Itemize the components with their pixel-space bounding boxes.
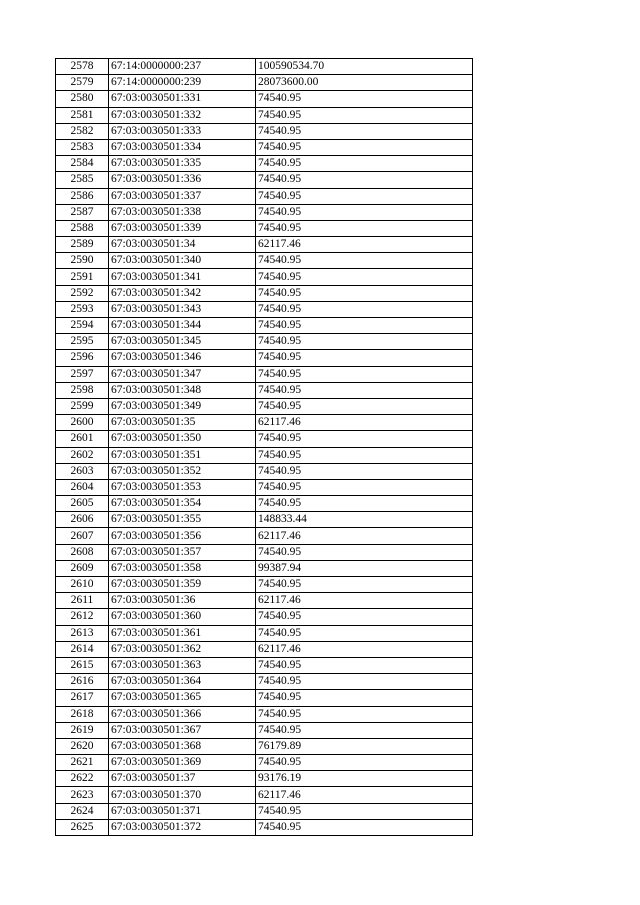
cadastral-number-cell: 67:03:0030501:344 (109, 318, 256, 334)
table-row (56, 755, 473, 771)
cadastral-value-cell: 74540.95 (256, 463, 473, 479)
row-number-cell: 2609 (56, 560, 109, 576)
row-number-cell: 2620 (56, 738, 109, 754)
table-row (56, 625, 473, 641)
cadastral-value-cell: 74540.95 (256, 431, 473, 447)
cadastral-number-cell: 67:03:0030501:331 (109, 91, 256, 107)
cadastral-number-cell: 67:03:0030501:365 (109, 690, 256, 706)
cadastral-value-cell: 76179.89 (256, 738, 473, 754)
cadastral-number-cell: 67:03:0030501:372 (109, 819, 256, 835)
row-number-cell: 2583 (56, 139, 109, 155)
row-number-cell: 2586 (56, 188, 109, 204)
cadastral-number-cell: 67:03:0030501:334 (109, 139, 256, 155)
table-row (56, 318, 473, 334)
row-number-cell: 2592 (56, 285, 109, 301)
cadastral-number-cell: 67:03:0030501:362 (109, 641, 256, 657)
cadastral-value-cell: 74540.95 (256, 107, 473, 123)
table-row (56, 787, 473, 803)
cadastral-number-cell: 67:03:0030501:364 (109, 674, 256, 690)
cadastral-value-cell: 62117.46 (256, 787, 473, 803)
table-row (56, 479, 473, 495)
cadastral-value-cell: 74540.95 (256, 625, 473, 641)
cadastral-value-cell: 74540.95 (256, 706, 473, 722)
table-row (56, 334, 473, 350)
cadastral-number-cell: 67:03:0030501:336 (109, 172, 256, 188)
table-row (56, 463, 473, 479)
cadastral-value-cell: 74540.95 (256, 479, 473, 495)
cadastral-value-cell: 74540.95 (256, 350, 473, 366)
row-number-cell: 2590 (56, 253, 109, 269)
cadastral-number-cell: 67:03:0030501:351 (109, 447, 256, 463)
cadastral-number-cell: 67:03:0030501:348 (109, 382, 256, 398)
cadastral-number-cell: 67:03:0030501:340 (109, 253, 256, 269)
row-number-cell: 2621 (56, 755, 109, 771)
cadastral-value-cell: 100590534.70 (256, 59, 473, 75)
row-number-cell: 2598 (56, 382, 109, 398)
cadastral-value-table (55, 58, 473, 836)
table-row (56, 771, 473, 787)
cadastral-number-cell: 67:03:0030501:345 (109, 334, 256, 350)
cadastral-value-cell: 74540.95 (256, 285, 473, 301)
table-row (56, 657, 473, 673)
cadastral-value-cell: 74540.95 (256, 382, 473, 398)
cadastral-value-cell: 74540.95 (256, 188, 473, 204)
table-row (56, 188, 473, 204)
row-number-cell: 2578 (56, 59, 109, 75)
row-number-cell: 2611 (56, 593, 109, 609)
row-number-cell: 2622 (56, 771, 109, 787)
cadastral-value-cell: 74540.95 (256, 204, 473, 220)
cadastral-value-cell: 74540.95 (256, 269, 473, 285)
table-row (56, 706, 473, 722)
row-number-cell: 2617 (56, 690, 109, 706)
row-number-cell: 2619 (56, 722, 109, 738)
cadastral-number-cell: 67:03:0030501:352 (109, 463, 256, 479)
cadastral-value-cell: 62117.46 (256, 593, 473, 609)
cadastral-number-cell: 67:03:0030501:350 (109, 431, 256, 447)
row-number-cell: 2580 (56, 91, 109, 107)
row-number-cell: 2597 (56, 366, 109, 382)
cadastral-value-cell: 74540.95 (256, 657, 473, 673)
cadastral-number-cell: 67:03:0030501:359 (109, 577, 256, 593)
row-number-cell: 2608 (56, 544, 109, 560)
row-number-cell: 2588 (56, 220, 109, 236)
row-number-cell: 2605 (56, 496, 109, 512)
row-number-cell: 2613 (56, 625, 109, 641)
row-number-cell: 2607 (56, 528, 109, 544)
table-row (56, 690, 473, 706)
cadastral-number-cell: 67:03:0030501:37 (109, 771, 256, 787)
cadastral-value-cell: 74540.95 (256, 220, 473, 236)
table-row (56, 123, 473, 139)
table-row (56, 447, 473, 463)
cadastral-value-cell: 74540.95 (256, 366, 473, 382)
row-number-cell: 2581 (56, 107, 109, 123)
cadastral-number-cell: 67:03:0030501:353 (109, 479, 256, 495)
cadastral-value-cell: 62117.46 (256, 641, 473, 657)
table-row (56, 204, 473, 220)
row-number-cell: 2623 (56, 787, 109, 803)
cadastral-value-cell: 74540.95 (256, 334, 473, 350)
cadastral-number-cell: 67:03:0030501:342 (109, 285, 256, 301)
cadastral-number-cell: 67:03:0030501:363 (109, 657, 256, 673)
table-row (56, 59, 473, 75)
cadastral-number-cell: 67:03:0030501:366 (109, 706, 256, 722)
cadastral-value-cell: 74540.95 (256, 123, 473, 139)
row-number-cell: 2585 (56, 172, 109, 188)
cadastral-number-cell: 67:03:0030501:343 (109, 301, 256, 317)
cadastral-value-cell: 74540.95 (256, 398, 473, 414)
cadastral-value-cell: 99387.94 (256, 560, 473, 576)
row-number-cell: 2602 (56, 447, 109, 463)
cadastral-number-cell: 67:03:0030501:356 (109, 528, 256, 544)
table-body (56, 59, 473, 836)
table-row (56, 91, 473, 107)
table-row (56, 641, 473, 657)
row-number-cell: 2589 (56, 237, 109, 253)
row-number-cell: 2612 (56, 609, 109, 625)
table-row (56, 269, 473, 285)
cadastral-number-cell: 67:03:0030501:341 (109, 269, 256, 285)
row-number-cell: 2596 (56, 350, 109, 366)
cadastral-value-cell: 74540.95 (256, 139, 473, 155)
cadastral-number-cell: 67:03:0030501:368 (109, 738, 256, 754)
row-number-cell: 2582 (56, 123, 109, 139)
row-number-cell: 2591 (56, 269, 109, 285)
cadastral-value-cell: 74540.95 (256, 609, 473, 625)
cadastral-number-cell: 67:03:0030501:369 (109, 755, 256, 771)
cadastral-number-cell: 67:03:0030501:332 (109, 107, 256, 123)
cadastral-value-cell: 74540.95 (256, 544, 473, 560)
table-row (56, 253, 473, 269)
cadastral-number-cell: 67:03:0030501:357 (109, 544, 256, 560)
row-number-cell: 2610 (56, 577, 109, 593)
table-row (56, 803, 473, 819)
row-number-cell: 2616 (56, 674, 109, 690)
table-row (56, 593, 473, 609)
cadastral-value-cell: 28073600.00 (256, 75, 473, 91)
cadastral-value-cell: 74540.95 (256, 253, 473, 269)
row-number-cell: 2618 (56, 706, 109, 722)
table-row (56, 301, 473, 317)
cadastral-value-cell: 74540.95 (256, 301, 473, 317)
cadastral-value-cell: 74540.95 (256, 819, 473, 835)
cadastral-value-cell: 74540.95 (256, 318, 473, 334)
cadastral-number-cell: 67:03:0030501:337 (109, 188, 256, 204)
table-row (56, 560, 473, 576)
table-row (56, 674, 473, 690)
row-number-cell: 2587 (56, 204, 109, 220)
cadastral-number-cell: 67:03:0030501:371 (109, 803, 256, 819)
table-row (56, 722, 473, 738)
cadastral-number-cell: 67:03:0030501:370 (109, 787, 256, 803)
table-row (56, 431, 473, 447)
table-row (56, 220, 473, 236)
cadastral-number-cell: 67:03:0030501:361 (109, 625, 256, 641)
table-row (56, 107, 473, 123)
row-number-cell: 2600 (56, 415, 109, 431)
row-number-cell: 2614 (56, 641, 109, 657)
table-row (56, 366, 473, 382)
cadastral-number-cell: 67:03:0030501:34 (109, 237, 256, 253)
table-row (56, 75, 473, 91)
cadastral-number-cell: 67:03:0030501:360 (109, 609, 256, 625)
cadastral-value-cell: 148833.44 (256, 512, 473, 528)
cadastral-number-cell: 67:03:0030501:358 (109, 560, 256, 576)
cadastral-number-cell: 67:03:0030501:35 (109, 415, 256, 431)
table-row (56, 512, 473, 528)
table-row (56, 577, 473, 593)
cadastral-number-cell: 67:03:0030501:338 (109, 204, 256, 220)
table-row (56, 139, 473, 155)
table-row (56, 156, 473, 172)
cadastral-value-cell: 62117.46 (256, 415, 473, 431)
cadastral-value-cell: 93176.19 (256, 771, 473, 787)
cadastral-value-cell: 74540.95 (256, 172, 473, 188)
table-row (56, 609, 473, 625)
table-row (56, 285, 473, 301)
cadastral-number-cell: 67:03:0030501:354 (109, 496, 256, 512)
row-number-cell: 2603 (56, 463, 109, 479)
table-row (56, 738, 473, 754)
row-number-cell: 2593 (56, 301, 109, 317)
row-number-cell: 2601 (56, 431, 109, 447)
cadastral-number-cell: 67:03:0030501:346 (109, 350, 256, 366)
row-number-cell: 2624 (56, 803, 109, 819)
cadastral-value-cell: 74540.95 (256, 674, 473, 690)
cadastral-value-cell: 74540.95 (256, 803, 473, 819)
cadastral-value-cell: 62117.46 (256, 528, 473, 544)
cadastral-value-cell: 74540.95 (256, 496, 473, 512)
table-row (56, 237, 473, 253)
row-number-cell: 2584 (56, 156, 109, 172)
table-row (56, 398, 473, 414)
cadastral-value-cell: 74540.95 (256, 722, 473, 738)
table-row (56, 496, 473, 512)
table-row (56, 415, 473, 431)
table-row (56, 819, 473, 835)
table-row (56, 528, 473, 544)
cadastral-value-cell: 74540.95 (256, 577, 473, 593)
cadastral-number-cell: 67:03:0030501:36 (109, 593, 256, 609)
cadastral-value-cell: 74540.95 (256, 447, 473, 463)
table-row (56, 350, 473, 366)
table-row (56, 544, 473, 560)
cadastral-number-cell: 67:03:0030501:349 (109, 398, 256, 414)
cadastral-number-cell: 67:03:0030501:355 (109, 512, 256, 528)
cadastral-number-cell: 67:14:0000000:237 (109, 59, 256, 75)
cadastral-number-cell: 67:03:0030501:339 (109, 220, 256, 236)
cadastral-value-cell: 62117.46 (256, 237, 473, 253)
cadastral-value-cell: 74540.95 (256, 690, 473, 706)
cadastral-value-cell: 74540.95 (256, 91, 473, 107)
cadastral-number-cell: 67:03:0030501:335 (109, 156, 256, 172)
row-number-cell: 2594 (56, 318, 109, 334)
cadastral-value-cell: 74540.95 (256, 755, 473, 771)
row-number-cell: 2606 (56, 512, 109, 528)
row-number-cell: 2599 (56, 398, 109, 414)
row-number-cell: 2625 (56, 819, 109, 835)
row-number-cell: 2595 (56, 334, 109, 350)
table-row (56, 172, 473, 188)
row-number-cell: 2615 (56, 657, 109, 673)
cadastral-number-cell: 67:03:0030501:347 (109, 366, 256, 382)
row-number-cell: 2579 (56, 75, 109, 91)
row-number-cell: 2604 (56, 479, 109, 495)
table-row (56, 382, 473, 398)
cadastral-number-cell: 67:03:0030501:367 (109, 722, 256, 738)
cadastral-number-cell: 67:14:0000000:239 (109, 75, 256, 91)
cadastral-number-cell: 67:03:0030501:333 (109, 123, 256, 139)
cadastral-value-cell: 74540.95 (256, 156, 473, 172)
